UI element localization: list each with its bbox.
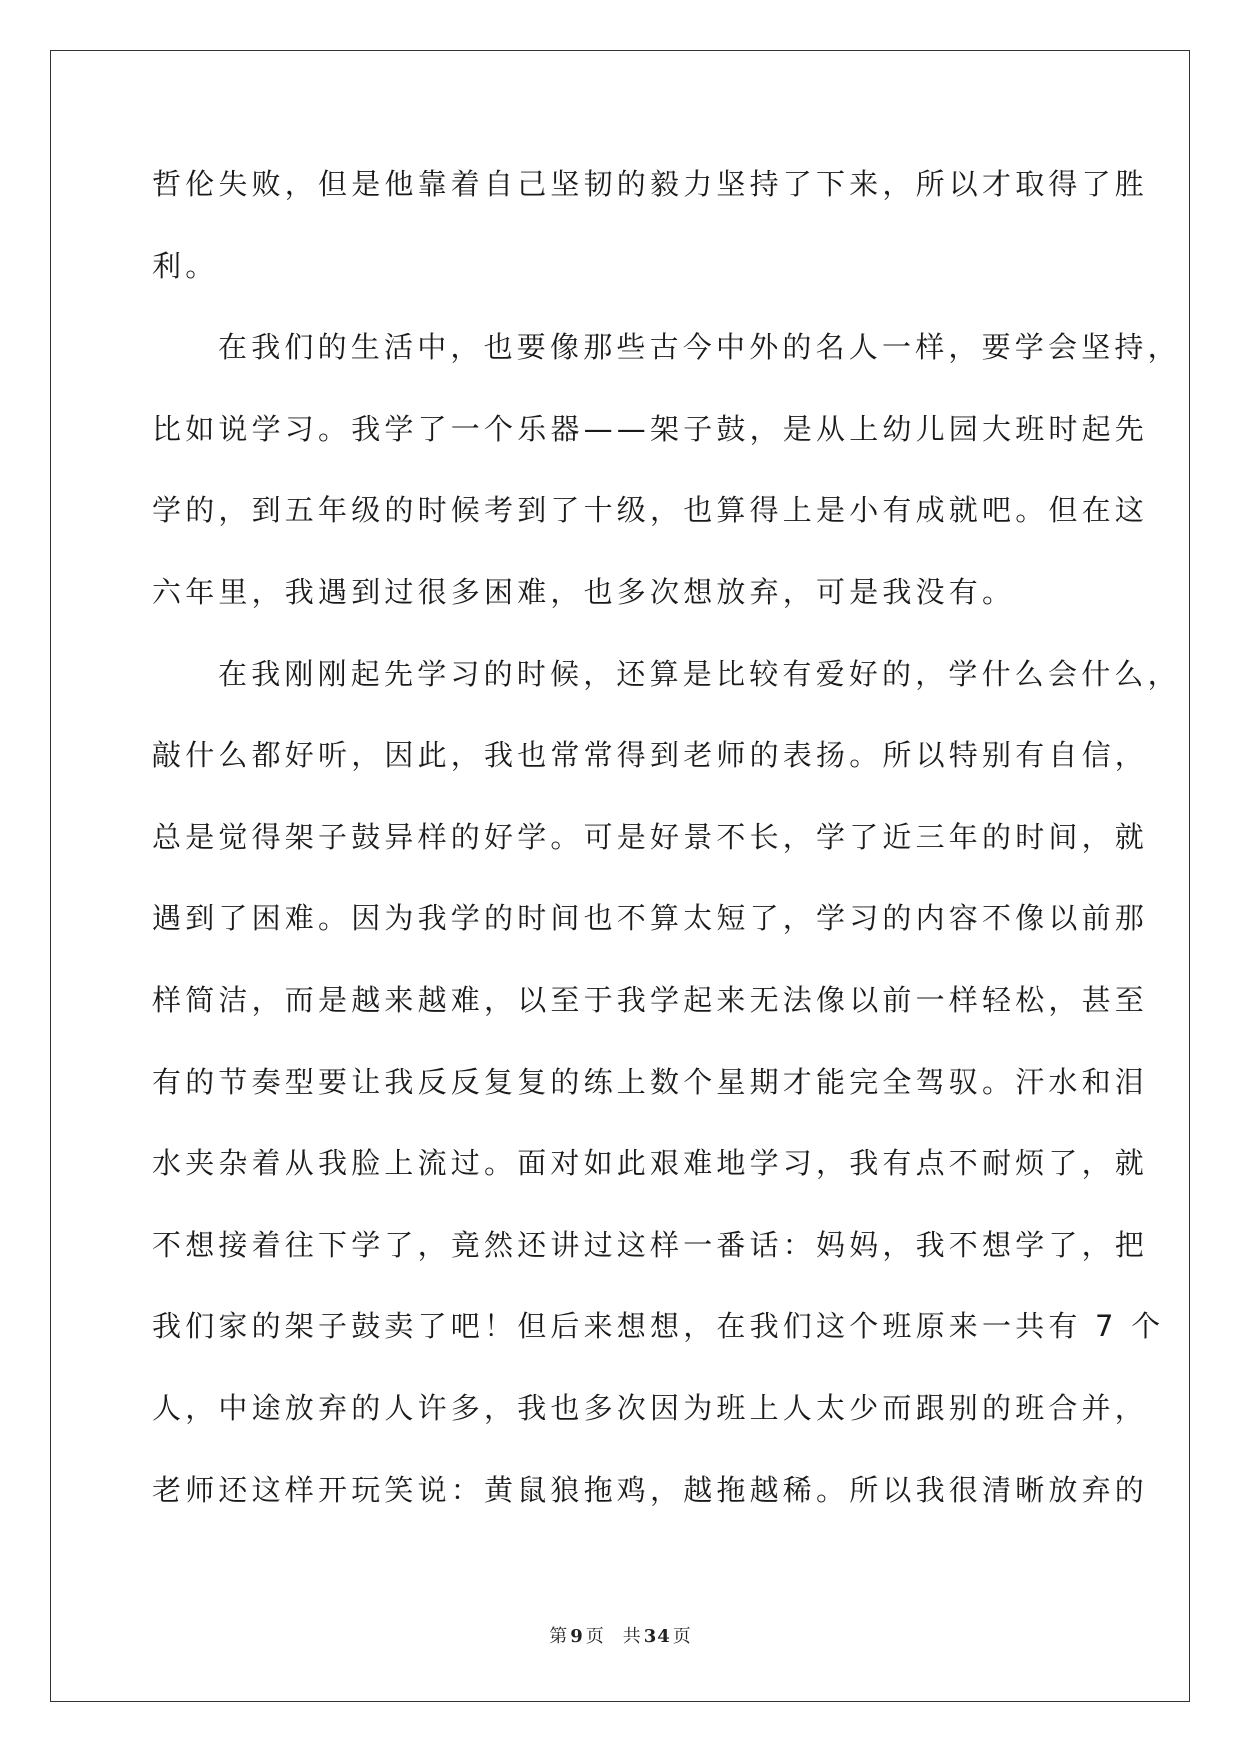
page-prefix: 第 — [549, 1626, 569, 1647]
text-line: 我们家的架子鼓卖了吧！但后来想想，在我们这个班原来一共有 7 个 — [152, 1309, 1165, 1344]
total-prefix: 共 — [622, 1626, 642, 1647]
paragraph-start-line: 在我刚刚起先学习的时候，还算是比较有爱好的，学什么会什么， — [218, 656, 1181, 691]
text-line: 六年里，我遇到过很多困难，也多次想放弃，可是我没有。 — [152, 574, 1016, 609]
text-line: 样简洁，而是越来越难，以至于我学起来无法像以前一样轻松，甚至 — [152, 982, 1149, 1017]
text-line: 哲伦失败，但是他靠着自己坚韧的毅力坚持了下来，所以才取得了胜 — [152, 167, 1149, 201]
page-suffix: 页 — [585, 1626, 605, 1647]
text-line: 学的，到五年级的时候考到了十级，也算得上是小有成就吧。但在这 — [152, 493, 1149, 528]
total-pages: 34 — [643, 1626, 671, 1647]
paragraph-start-line: 在我们的生活中，也要像那些古今中外的名人一样，要学会坚持， — [218, 330, 1181, 365]
text-line: 人，中途放弃的人许多，我也多次因为班上人太少而跟别的班合并， — [152, 1390, 1149, 1425]
text-line: 总是觉得架子鼓异样的好学。可是好景不长，学了近三年的时间，就 — [152, 819, 1149, 854]
text-line: 有的节奏型要让我反反复复的练上数个星期才能完全驾驭。汗水和泪 — [152, 1064, 1149, 1099]
text-line: 敲什么都好听，因此，我也常常得到老师的表扬。所以特别有自信， — [152, 738, 1149, 773]
text-line: 遇到了困难。因为我学的时间也不算太短了，学习的内容不像以前那 — [152, 901, 1149, 936]
text-line: 不想接着往下学了，竟然还讲过这样一番话：妈妈，我不想学了，把 — [152, 1227, 1149, 1262]
text-line: 老师还这样开玩笑说：黄鼠狼拖鸡，越拖越稀。所以我很清晰放弃的 — [152, 1472, 1149, 1507]
text-line: 比如说学习。我学了一个乐器——架子鼓，是从上幼儿园大班时起先 — [152, 411, 1149, 446]
text-line: 水夹杂着从我脸上流过。面对如此艰难地学习，我有点不耐烦了，就 — [152, 1146, 1149, 1181]
page-footer — [0, 1622, 1241, 1648]
text-line: 利。 — [152, 248, 219, 283]
page-number: 9 — [570, 1626, 584, 1647]
total-suffix: 页 — [672, 1626, 692, 1647]
document-body — [152, 164, 1181, 1551]
